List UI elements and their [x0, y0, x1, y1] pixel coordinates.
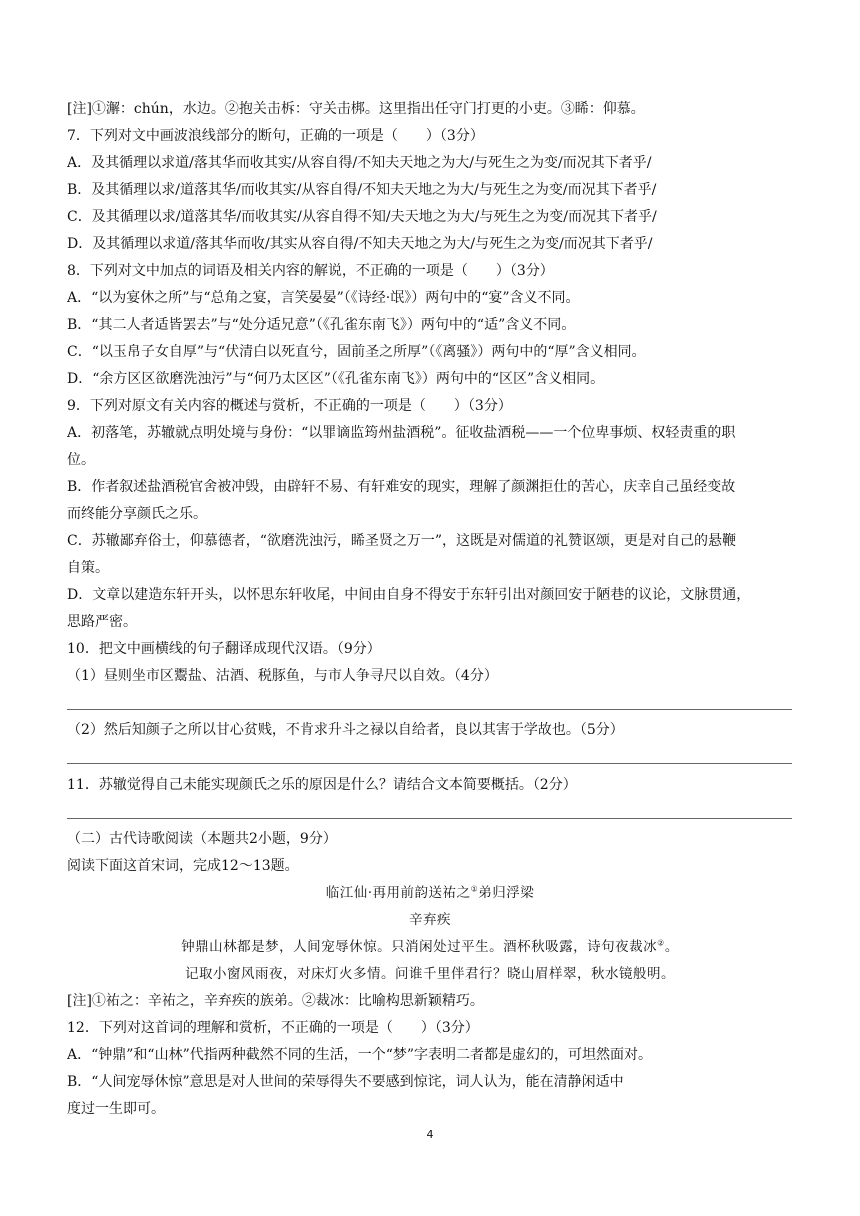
question-9-option-b-line2: 而终能分享颜氏之乐。: [67, 506, 207, 522]
question-8-option-a: A．“以为宴休之所”与“总角之宴，言笑晏晏”（《诗经·氓》）两句中的“宴”含义不同。: [67, 290, 580, 306]
question-12-stem: 12．下列对这首词的理解和赏析，不正确的一项是（ ）（3分）: [67, 1020, 479, 1036]
question-9-option-a-line2: 位。: [67, 452, 95, 468]
section-2-heading: （二）古代诗歌阅读（本题共2小题，9分）: [67, 831, 337, 847]
question-12-option-a: A．“钟鼎”和“山林”代指两种截然不同的生活，一个“梦”字表明二者都是虚幻的，可坦然面对。: [67, 1047, 653, 1063]
question-7-option-b: B．及其循理以求/道落其华/而收其实/从容自得/不知夫天地之为大/与死生之为变/而况其下者乎/: [67, 182, 657, 198]
footnote-2: [注]①祐之：辛祐之，辛弃疾的族弟。②裁冰：比喻构思新颖精巧。: [67, 993, 484, 1009]
question-9-stem: 9．下列对原文有关内容的概述与赏析，不正确的一项是（ ）（3分）: [67, 398, 512, 414]
question-12-option-b-line1: B．“人间宠辱休惊”意思是对人世间的荣辱得失不要感到惊诧，词人认为，能在清静闲适中: [67, 1074, 624, 1090]
poem-title: 临江仙·再用前韵送祐之①弟归浮梁: [325, 884, 535, 901]
question-9-option-a-line1: A．初落笔，苏辙就点明处境与身份：“以罪谪监筠州盐酒税”。征收盐酒税——一个位卑事烦、权轻责重的职: [67, 425, 736, 441]
question-7-option-c: C．及其循理以求/道落其华/而收其实/从容自得不知/夫天地之为大/与死生之为变/而况其下者乎/: [67, 209, 657, 225]
question-9-option-c-line1: C．苏辙鄙弃俗士，仰慕德者，“欲磨洗浊污，睎圣贤之万一”，这既是对儒道的礼赞讴颂，更是对自己的悬鞭: [67, 533, 737, 549]
question-8-option-c: C．“以玉帛子女自厚”与“伏清白以死直兮，固前圣之所厚”（《离骚》）两句中的“厚”含义相同。: [67, 344, 646, 360]
poem-author: 辛弃疾: [409, 912, 451, 928]
question-7-option-a: A．及其循理以求道/落其华而收其实/从容自得/不知夫天地之为大/与死生之为变/而况其下者乎/: [67, 155, 652, 171]
question-11-stem: 11．苏辙觉得自己未能实现颜氏之乐的原因是什么？请结合文本简要概括。（2分）: [67, 777, 577, 793]
page-number: 4: [426, 1128, 434, 1141]
question-12-option-b-line2: 度过一生即可。: [67, 1101, 165, 1117]
question-7-stem: 7．下列对文中画波浪线部分的断句，正确的一项是（ ）（3分）: [67, 128, 484, 144]
answer-line-10-1[interactable]: [67, 709, 792, 710]
question-8-option-d: D．“余方区区欲磨洗浊污”与“何乃太区区”（《孔雀东南飞》）两句中的“区区”含义相同。: [67, 371, 605, 387]
question-8-stem: 8．下列对文中加点的词语及相关内容的解说，不正确的一项是（ ）（3分）: [67, 263, 554, 279]
poem-line-2: 记取小窗风雨夜，对床灯火多情。问谁千里伴君行？晓山眉样翠，秋水镜般明。: [185, 966, 675, 982]
question-10-sentence-2: （2）然后知颜子之所以甘心贫贱，不肯求升斗之禄以自给者，良以其害于学故也。（5分）: [67, 722, 624, 738]
question-9-option-d-line2: 思路严密。: [67, 614, 137, 630]
footnote-1: [注]①澥：chún，水边。②抱关击柝：守关击梆。这里指出任守门打更的小吏。③睎：仰慕。: [67, 101, 645, 117]
question-7-option-d: D．及其循理以求道/落其华而收/其实从容自得/不知夫天地之为大/与死生之为变/而况其下者乎/: [67, 236, 653, 252]
section-2-intro: 阅读下面这首宋词，完成12～13题。: [67, 858, 299, 874]
answer-line-11[interactable]: [67, 818, 792, 819]
question-10-stem: 10．把文中画横线的句子翻译成现代汉语。（9分）: [67, 641, 381, 657]
poem-line-1: 钟鼎山林都是梦，人间宠辱休惊。只消闲处过平生。酒杯秋吸露，诗句夜裁冰②。: [181, 938, 679, 955]
question-10-sentence-1: （1）昼则坐市区鬻盐、沽酒、税豚鱼，与市人争寻尺以自效。（4分）: [67, 668, 498, 684]
question-9-option-c-line2: 自策。: [67, 560, 109, 576]
answer-line-10-2[interactable]: [67, 763, 792, 764]
question-9-option-b-line1: B．作者叙述盐酒税官舍被冲毁，由辟轩不易、有轩难安的现实，理解了颜渊拒仕的苦心，庆幸自己虽经变故: [67, 479, 736, 495]
question-9-option-d-line1: D．文章以建造东轩开头，以怀思东轩收尾，中间由自身不得安于东轩引出对颜回安于陋巷的议论，文脉贯通，: [67, 587, 751, 603]
question-8-option-b: B．“其二人者适皆罢去”与“处分适兄意”（《孔雀东南飞》）两句中的“适”含义不同。: [67, 317, 576, 333]
